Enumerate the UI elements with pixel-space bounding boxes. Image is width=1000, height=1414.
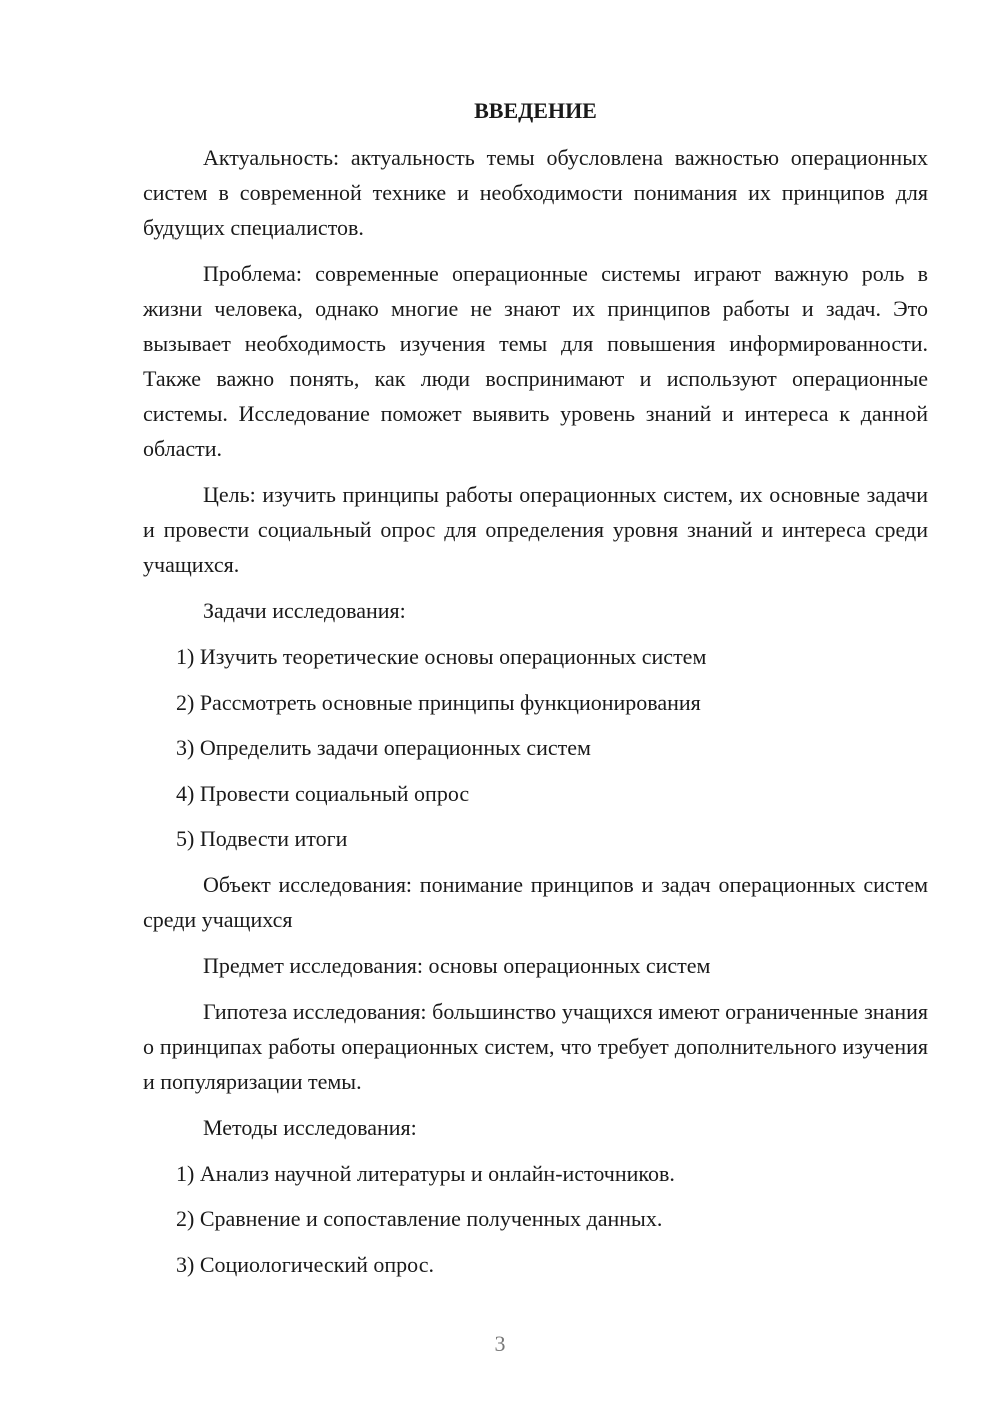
object-paragraph: Объект исследования: понимание принципов и задач операционных систем среди учащихся: [143, 871, 928, 932]
method-list-item: 1) Анализ научной литературы и онлайн-источников.: [176, 1160, 675, 1186]
goal-paragraph: Цель: изучить принципы работы операционных систем, их основные задачи и провести социальный опрос для определения уровня знаний и интереса среди учащихся.: [143, 482, 928, 577]
method-list-item: 2) Сравнение и сопоставление полученных данных.: [176, 1206, 663, 1231]
page-number: 3: [494, 1331, 506, 1356]
task-list-item: 3) Определить задачи операционных систем: [176, 735, 591, 760]
relevance-paragraph: Актуальность: актуальность темы обусловлена важностью операционных систем в современной технике и необходимости понимания их принципов для будущих специалистов.: [143, 145, 928, 240]
methods-title: Методы исследования:: [203, 1114, 417, 1140]
tasks-title: Задачи исследования:: [203, 598, 406, 623]
task-list-item: 2) Рассмотреть основные принципы функционирования: [176, 689, 701, 715]
page-title: ВВЕДЕНИЕ: [474, 98, 597, 123]
hypothesis-paragraph: Гипотеза исследования: большинство учащихся имеют ограниченные знания о принципах работы операционных систем, что требует дополнительного изучения и популяризации темы.: [143, 998, 928, 1094]
problem-paragraph: Проблема: современные операционные системы играют важную роль в жизни человека, однако многие не знают их принципов работы и задач. Это вызывает необходимость изучения темы для повышения информированности. Также важно понять, как люди воспринимают и используют операционные системы. Исследование поможет выявить уровень знаний и интереса к данной области.: [143, 261, 928, 461]
task-list-item: 1) Изучить теоретические основы операционных систем: [176, 644, 707, 669]
page-content: [143, 94, 928, 1292]
task-list-item: 4) Провести социальный опрос: [176, 780, 470, 806]
method-list-item: 3) Социологический опрос.: [176, 1251, 434, 1277]
task-list-item: 5) Подвести итоги: [176, 826, 348, 851]
subject-paragraph: Предмет исследования: основы операционных систем: [203, 952, 711, 978]
